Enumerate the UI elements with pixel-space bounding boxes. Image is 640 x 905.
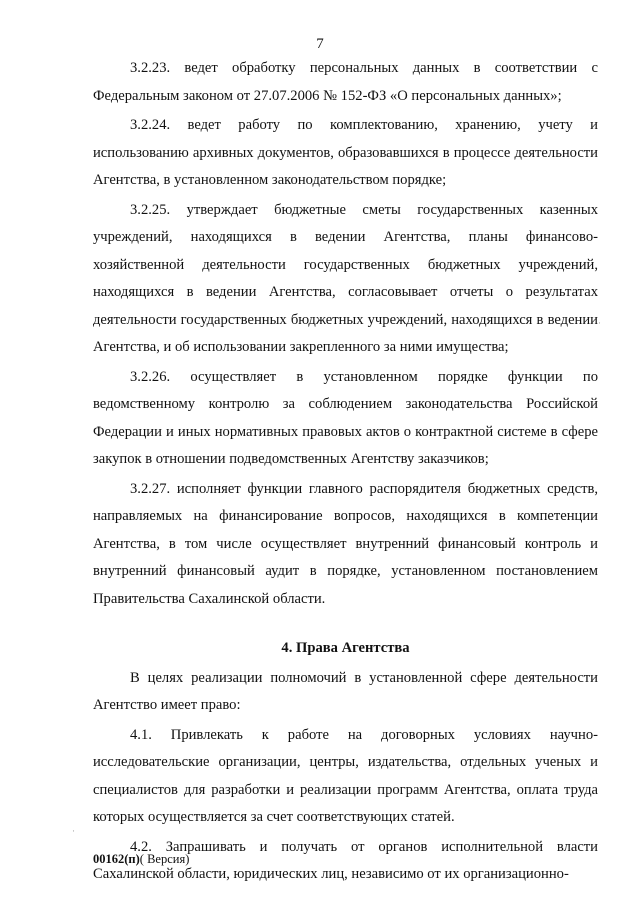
paragraph-4-1: 4.1. Привлекать к работе на договорных условиях научно-исследовательские организации, центры, издательства, отдельных ученых и специалистов для разработки и реализации программ Агентства, оплата труда которых осуществляется за счет соответствующих статей. [93, 726, 598, 825]
paragraph-3-2-27: 3.2.27. исполняет функции главного распорядителя бюджетных средств, направляемых на финансирование вопросов, находящихся в компетенции Агентства, в том числе осуществляет внутренний финансовый контроль и внутренний финансовый аудит в порядке, установленном постановлением Правительства Сахалинской области. [93, 480, 598, 607]
section-heading: 4. Права Агентства [281, 640, 410, 656]
paragraph-3-2-23: 3.2.23. ведет обработку персональных данных в соответствии с Федеральным законом от 27.07.2006 № 152-ФЗ «О персональных данных»; [93, 60, 598, 104]
paragraph-3-2-24: 3.2.24. ведет работу по комплектованию, хранению, учету и использованию архивных документов, образовавшихся в процессе деятельности Агентства, в установленном законодательством порядке; [93, 117, 598, 188]
document-code-footer [93, 852, 189, 867]
paragraph-section-intro: В целях реализации полномочий в установленной сфере деятельности Агентство имеет право: [93, 669, 598, 713]
scan-speck: · [598, 318, 601, 328]
document-code: 00162(п) [93, 852, 140, 866]
scan-speck: · [72, 826, 75, 836]
page-number: 7 [316, 36, 324, 52]
document-body [93, 55, 598, 889]
paragraph-3-2-26: 3.2.26. осуществляет в установленном порядке функции по ведомственному контролю за соблюдением законодательства Российской Федерации и иных нормативных правовых актов о контрактной системе в сфере закупок в отношении подведомственных Агентству заказчиков; [93, 368, 598, 467]
paragraph-3-2-25: 3.2.25. утверждает бюджетные сметы государственных казенных учреждений, находящихся в ведении Агентства, планы финансово-хозяйственной деятельности государственных бюджетных учреждений, находящихся в ведении Агентства, согласовывает отчеты о результатах деятельности государственных бюджетных учреждений, находящихся в ведении Агентства, и об использовании закрепленного за ними имущества; [93, 201, 598, 355]
paragraph-4-2: 4.2. Запрашивать и получать от органов исполнительной власти Сахалинской области, юридических лиц, независимо от их организационно- [93, 838, 598, 882]
document-version: ( Версия) [139, 852, 190, 866]
